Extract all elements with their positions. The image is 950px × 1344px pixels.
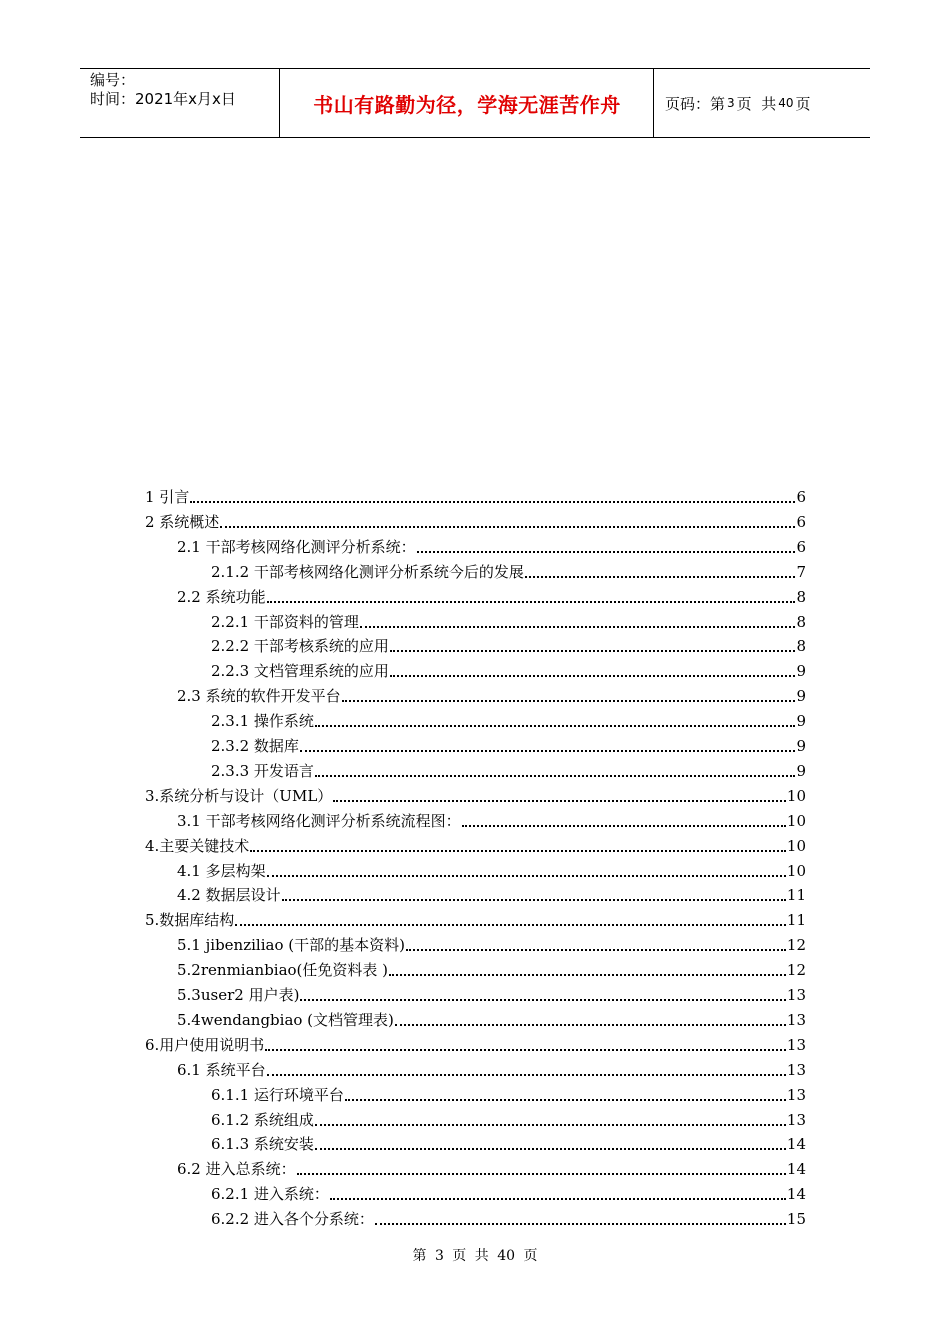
- toc-entry[interactable]: [211, 558, 806, 582]
- toc-entry-title: 4.2 数据层设计: [177, 886, 281, 905]
- toc-entry-title: 2.1 干部考核网络化测评分析系统：: [177, 537, 416, 556]
- toc-entry-title: 3.1 干部考核网络化测评分析系统流程图：: [177, 811, 461, 830]
- toc-entry-page: 6: [796, 512, 806, 531]
- header-motto: 书山有路勤为径，学海无涯苦作舟: [281, 69, 654, 137]
- toc-entry[interactable]: [145, 508, 806, 532]
- toc-entry[interactable]: [145, 832, 806, 856]
- toc-leader-dots: [525, 574, 796, 578]
- toc-entry-page: 11: [786, 886, 806, 905]
- toc-leader-dots: [267, 1072, 786, 1076]
- toc-entry-title: 6.1.2 系统组成: [211, 1110, 314, 1129]
- toc-entry-page: 9: [796, 761, 806, 780]
- toc-entry[interactable]: [177, 857, 806, 881]
- toc-entry[interactable]: [177, 807, 806, 831]
- toc-entry-title: 6.用户使用说明书: [145, 1035, 265, 1054]
- toc-entry-title: 5.3user2 用户表): [177, 986, 300, 1004]
- toc-entry-title: 2.1.2 干部考核网络化测评分析系统今后的发展: [211, 562, 524, 581]
- toc-entry-page: 10: [786, 811, 806, 830]
- toc-entry-page: 14: [786, 1185, 806, 1204]
- toc-entry-page: 11: [786, 911, 806, 930]
- toc-leader-dots: [345, 1097, 786, 1101]
- toc-entry[interactable]: [211, 1106, 806, 1130]
- toc-entry-page: 9: [796, 687, 806, 706]
- toc-leader-dots: [235, 922, 786, 926]
- toc-entry-page: 12: [786, 936, 806, 955]
- toc-leader-dots: [417, 549, 796, 553]
- page-header: [80, 68, 870, 138]
- toc-leader-dots: [406, 947, 786, 951]
- toc-leader-dots: [360, 624, 796, 628]
- toc-leader-dots: [330, 1196, 786, 1200]
- toc-entry-title: 2.2.3 文档管理系统的应用: [211, 662, 389, 681]
- toc-entry-title: 6.2.2 进入各个分系统：: [211, 1210, 374, 1229]
- toc-entry-page: 9: [796, 662, 806, 681]
- toc-entry[interactable]: [177, 1056, 806, 1080]
- toc-entry-title: 6.1 系统平台: [177, 1060, 266, 1079]
- toc-entry-title: 5.1 jibenziliao (干部的基本资料): [177, 936, 405, 955]
- toc-entry[interactable]: [211, 608, 806, 632]
- toc-leader-dots: [220, 524, 795, 528]
- toc-entry[interactable]: [177, 1155, 806, 1179]
- toc-entry[interactable]: [177, 931, 806, 955]
- toc-entry[interactable]: [177, 981, 806, 1005]
- toc-entry-page: 13: [786, 1085, 806, 1104]
- document-number-label: 编号：: [90, 71, 136, 89]
- toc-leader-dots: [267, 873, 786, 877]
- toc-entry-title: 6.1.1 运行环境平台: [211, 1085, 344, 1104]
- toc-entry-title: 2 系统概述: [145, 512, 220, 531]
- toc-entry[interactable]: [211, 1130, 806, 1154]
- page-prefix: 页码：第: [665, 94, 726, 113]
- toc-entry[interactable]: [145, 1031, 806, 1055]
- toc-entry[interactable]: [145, 782, 806, 806]
- header-meta-cell: [80, 69, 280, 137]
- toc-entry[interactable]: [177, 583, 806, 607]
- toc-leader-dots: [300, 748, 796, 752]
- toc-leader-dots: [390, 673, 796, 677]
- toc-entry-page: 13: [786, 1010, 806, 1029]
- toc-entry-page: 14: [786, 1135, 806, 1154]
- toc-entry[interactable]: [145, 906, 806, 930]
- toc-leader-dots: [315, 1146, 786, 1150]
- toc-entry-page: 8: [796, 637, 806, 656]
- toc-entry-title: 6.2.1 进入系统：: [211, 1185, 329, 1204]
- toc-entry[interactable]: [177, 881, 806, 905]
- toc-leader-dots: [389, 972, 786, 976]
- toc-entry[interactable]: [177, 1006, 806, 1030]
- toc-entry-page: 8: [796, 612, 806, 631]
- toc-leader-dots: [462, 823, 786, 827]
- toc-leader-dots: [315, 773, 796, 777]
- toc-entry-page: 10: [786, 836, 806, 855]
- toc-entry[interactable]: [211, 1205, 806, 1229]
- toc-entry[interactable]: [211, 632, 806, 656]
- toc-entry-page: 10: [786, 786, 806, 805]
- toc-entry[interactable]: [177, 682, 806, 706]
- toc-entry-page: 15: [786, 1210, 806, 1229]
- toc-entry[interactable]: [177, 956, 806, 980]
- toc-leader-dots: [300, 997, 785, 1001]
- toc-entry-title: 6.2 进入总系统：: [177, 1160, 296, 1179]
- toc-entry[interactable]: [211, 732, 806, 756]
- document-time-label: 时间：2021年x月x日: [90, 90, 236, 108]
- toc-leader-dots: [282, 897, 786, 901]
- toc-entry[interactable]: [211, 1081, 806, 1105]
- toc-leader-dots: [267, 599, 796, 603]
- toc-entry-page: 13: [786, 1035, 806, 1054]
- page-current: 3: [727, 96, 735, 110]
- toc-entry-page: 13: [786, 986, 806, 1004]
- toc-entry-title: 3.系统分析与设计（UML）: [145, 786, 333, 805]
- toc-leader-dots: [375, 1221, 786, 1225]
- toc-leader-dots: [390, 648, 796, 652]
- toc-entry-title: 1 引言: [145, 488, 190, 506]
- toc-entry-page: 7: [796, 562, 806, 581]
- toc-entry[interactable]: [211, 657, 806, 681]
- toc-leader-dots: [190, 499, 795, 503]
- toc-leader-dots: [333, 798, 786, 802]
- toc-entry[interactable]: [211, 1180, 806, 1204]
- toc-entry-page: 13: [786, 1060, 806, 1079]
- toc-entry-title: 2.3.2 数据库: [211, 737, 299, 755]
- toc-entry-page: 12: [786, 961, 806, 980]
- toc-entry-title: 5.2renmianbiao(任免资料表 ): [177, 961, 389, 980]
- toc-leader-dots: [297, 1171, 786, 1175]
- toc-entry-title: 2.3.1 操作系统: [211, 712, 314, 731]
- toc-entry-title: 6.1.3 系统安装: [211, 1135, 314, 1154]
- toc-leader-dots: [395, 1022, 786, 1026]
- page-suffix: 页: [795, 94, 811, 113]
- toc-entry-page: 9: [796, 712, 806, 731]
- toc-entry-title: 2.2.1 干部资料的管理: [211, 612, 359, 631]
- toc-entry[interactable]: [145, 483, 806, 507]
- page-total: 40: [778, 96, 794, 110]
- toc-entry-page: 8: [796, 587, 806, 606]
- toc-entry-title: 2.3.3 开发语言: [211, 761, 314, 780]
- page-middle: 页 共: [736, 94, 777, 113]
- toc-entry-title: 2.2.2 干部考核系统的应用: [211, 637, 389, 656]
- toc-entry-title: 4.主要关键技术: [145, 836, 250, 855]
- toc-entry-title: 2.3 系统的软件开发平台: [177, 687, 341, 706]
- toc-entry[interactable]: [211, 757, 806, 781]
- toc-entry-title: 5.数据库结构: [145, 911, 235, 930]
- toc-leader-dots: [315, 1122, 786, 1126]
- toc-entry-page: 14: [786, 1160, 806, 1179]
- header-page-info: [655, 69, 870, 137]
- toc-entry-page: 6: [796, 488, 806, 506]
- toc-entry-page: 10: [786, 861, 806, 880]
- toc-entry-page: 13: [786, 1110, 806, 1129]
- toc-entry[interactable]: [177, 533, 806, 557]
- toc-leader-dots: [315, 723, 796, 727]
- page-footer: 第 3 页 共 40 页: [412, 1248, 538, 1264]
- toc-leader-dots: [342, 698, 796, 702]
- toc-entry-title: 5.4wendangbiao (文档管理表): [177, 1010, 394, 1029]
- toc-leader-dots: [265, 1047, 786, 1051]
- toc-leader-dots: [250, 848, 786, 852]
- toc-entry-title: 4.1 多层构架: [177, 861, 266, 880]
- toc-entry-page: 6: [796, 537, 806, 556]
- toc-entry-page: 9: [796, 737, 806, 755]
- toc-entry[interactable]: [211, 707, 806, 731]
- toc-entry-title: 2.2 系统功能: [177, 587, 266, 606]
